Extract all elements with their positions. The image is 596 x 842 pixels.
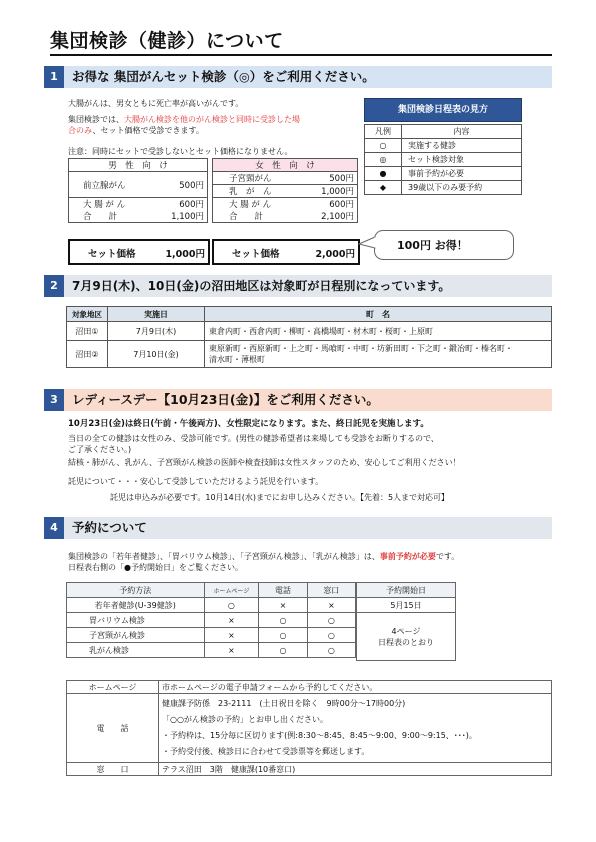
section-4-header (44, 517, 552, 539)
savings-bubble (374, 230, 514, 260)
female-row-label: 大 腸 が ん (213, 198, 303, 211)
bubble-pointer-icon (358, 236, 376, 250)
male-row-value: 600円 (153, 198, 207, 211)
contact-window-text: テラス沼田 3階 健康課(10番窓口) (159, 763, 552, 776)
reservation-intro-a: 集団検診の「若年者健診」、「胃バリウム検診」、「子宮頸がん検診」、「乳がん検診」は、 (68, 552, 380, 561)
contact-window-label: 窓 口 (67, 763, 159, 776)
contact-tel-line: ・予約受付後、検診日に合わせて受診票等を郵送します。 (162, 747, 370, 756)
sec1-desc-a: 集団検診では、 (68, 115, 124, 124)
res-head: 予約開始日 (357, 583, 456, 598)
male-row-label: 前立腺がん (69, 172, 154, 198)
female-row-label: 子宮頸がん (213, 172, 303, 185)
legend-text: 事前予約が必要 (402, 167, 522, 181)
contact-hp-text: 市ホームページの電子申請フォームから予約してください。 (159, 681, 552, 694)
res-start-schedule (357, 613, 456, 661)
section-1-number: 1 (44, 66, 64, 88)
res-tel-mark: × (259, 598, 307, 613)
male-row-value: 1,100円 (153, 210, 207, 223)
contact-hp-label: ホームページ (67, 681, 159, 694)
schedule-head: 実施日 (108, 307, 205, 322)
female-set-price-box (212, 239, 360, 265)
legend-title: 集団検診日程表の見方 (364, 98, 522, 122)
reservation-table (66, 582, 356, 658)
female-row-label: 乳 が ん (213, 185, 303, 198)
male-row-label: 合 計 (69, 210, 154, 223)
schedule-area: 沼田② (67, 341, 108, 368)
schedule-towns (205, 341, 552, 368)
section-2-title: 7月9日(木)、10日(金)の沼田地区は対象町が日程別になっています。 (72, 279, 451, 293)
res-hp-mark: ○ (204, 598, 259, 613)
res-hp-mark: × (204, 628, 259, 643)
res-window-mark: ○ (307, 643, 355, 658)
res-start-note: 日程表のとおり (378, 637, 434, 647)
schedule-date: 7月9日(木) (108, 322, 205, 341)
legend-head-text: 内容 (402, 125, 522, 139)
page-title: 集団検診（健診）について (50, 30, 284, 52)
ladies-day-text: 結核・肺がん、乳がん、子宮頸がん検診の医師や検査技師は女性スタッフのため、安心してご利用ください！ (68, 458, 461, 467)
legend-mark: ◆ (365, 181, 402, 195)
contact-tel-line: 「○○がん検診の予約」とお申し出ください。 (162, 715, 328, 724)
childcare-note: 託児は申込みが必要です。10月14日(水)までにお申し込みください。【先着：5人まで対応可】 (110, 493, 450, 502)
section-4-number: 4 (44, 517, 64, 539)
section-1-title: お得な 集団がんセット検診（◎）をご利用ください。 (72, 69, 375, 84)
reservation-intro (68, 551, 459, 562)
male-header: 男 性 向 け (69, 159, 208, 172)
female-price-table (212, 158, 358, 223)
legend-mark: ○ (365, 139, 402, 153)
schedule-table (66, 306, 552, 368)
legend-text: セット検診対象 (402, 153, 522, 167)
section-3-number: 3 (44, 389, 64, 411)
legend-head-mark: 凡例 (365, 125, 402, 139)
contact-table (66, 680, 552, 776)
res-tel-mark: ○ (259, 643, 307, 658)
schedule-head: 対象地区 (67, 307, 108, 322)
res-head: 予約方法 (67, 583, 205, 598)
section-2-number: 2 (44, 275, 64, 297)
female-set-label: セット価格 (232, 249, 280, 260)
schedule-towns-line2: 清水町・薄根町 (209, 355, 265, 364)
section-3-header (44, 389, 552, 411)
res-start-page: 4ページ (391, 626, 421, 636)
contact-tel-text (159, 694, 552, 763)
savings-text: 100円 お得！ (397, 239, 468, 252)
res-window-mark: × (307, 598, 355, 613)
sec1-desc-b: 、セット価格で受診できます。 (92, 126, 204, 135)
contact-tel-line: ・予約枠は、15分毎に区切ります(例:8:30～8:45、8:45～9:00、9:00～9:15、･･･)。 (162, 731, 477, 740)
res-exam-name: 乳がん検診 (67, 643, 205, 658)
childcare-text: 託児について・・・安心して受診していただけるよう託児を行います。 (68, 477, 324, 486)
female-set-value: 2,000円 (315, 249, 355, 260)
res-start-date: 5月15日 (357, 598, 456, 613)
male-set-value: 1,000円 (165, 249, 205, 260)
schedule-towns: 東倉内町・西倉内町・柳町・高橋場町・材木町・桜町・上原町 (205, 322, 552, 341)
section-1-header (44, 66, 552, 88)
title-underline (50, 54, 552, 56)
female-row-value: 1,000円 (302, 185, 357, 198)
res-exam-name: 胃バリウム検診 (67, 613, 205, 628)
res-tel-mark: ○ (259, 628, 307, 643)
reservation-see-schedule: 日程表右側の「●予約開始日」をご覧ください。 (68, 563, 243, 572)
sec1-desc-red1: 大腸がん検診を他のがん検診と同時に受診した場 (124, 115, 300, 124)
res-head: ホームページ (204, 583, 259, 598)
male-row-label: 大 腸 が ん (69, 198, 154, 211)
schedule-towns-line1: 東原新町・西原新町・上之町・馬喰町・中町・坊新田町・下之町・鍛冶町・榛名町・ (209, 344, 513, 353)
ladies-day-lead: 10月23日(金)は終日(午前・午後両方)、女性限定になります。また、終日託児を実施します。 (68, 419, 429, 429)
section-2-header (44, 275, 552, 297)
schedule-head: 町 名 (205, 307, 552, 322)
sec1-desc-line2 (68, 125, 204, 136)
male-row-value: 500円 (153, 172, 207, 198)
sec1-note: 注意：同時にセットで受診しないとセット価格になりません。 (68, 147, 293, 156)
reservation-start-table (356, 582, 456, 661)
ladies-day-text: 当日の全ての健診は女性のみ、受診可能です。(男性の健診希望者は来場しても受診をお断りするので、 (68, 434, 439, 443)
ladies-day-text: ご了承ください。) (68, 445, 132, 454)
res-tel-mark: ○ (259, 613, 307, 628)
male-set-price-box (68, 239, 210, 265)
legend-text: 39歳以下のみ要予約 (402, 181, 522, 195)
female-header: 女 性 向 け (213, 159, 358, 172)
contact-tel-label: 電 話 (67, 694, 159, 763)
section-3-title: レディースデー【10月23日(金)】をご利用ください。 (72, 392, 379, 407)
res-window-mark: ○ (307, 613, 355, 628)
male-price-table (68, 158, 208, 223)
reservation-intro-b: です。 (435, 552, 460, 561)
legend-text: 実施する健診 (402, 139, 522, 153)
male-set-label: セット価格 (88, 249, 136, 260)
sec1-desc-line1 (68, 114, 300, 125)
female-row-value: 500円 (302, 172, 357, 185)
legend-mark: ◎ (365, 153, 402, 167)
res-window-mark: ○ (307, 628, 355, 643)
res-exam-name: 子宮頸がん検診 (67, 628, 205, 643)
legend-table (364, 124, 522, 195)
section-4-title: 予約について (72, 520, 147, 535)
schedule-area: 沼田① (67, 322, 108, 341)
res-hp-mark: × (204, 613, 259, 628)
res-head: 窓口 (307, 583, 355, 598)
res-exam-name: 若年者健診(U-39健診) (67, 598, 205, 613)
reservation-required: 事前予約が必要 (379, 552, 436, 561)
sec1-desc-red2: 合のみ (68, 126, 93, 135)
female-row-value: 600円 (302, 198, 357, 211)
female-row-label: 合 計 (213, 210, 303, 223)
female-row-value: 2,100円 (302, 210, 357, 223)
schedule-date: 7月10日(金) (108, 341, 205, 368)
sec1-intro: 大腸がんは、男女ともに死亡率が高いがんです。 (68, 99, 244, 108)
legend-mark: ● (365, 167, 402, 181)
res-hp-mark: × (204, 643, 259, 658)
res-head: 電話 (259, 583, 307, 598)
contact-tel-line: 健康課予防係 23-2111 (土日祝日を除く 9時00分～17時00分) (162, 699, 406, 708)
